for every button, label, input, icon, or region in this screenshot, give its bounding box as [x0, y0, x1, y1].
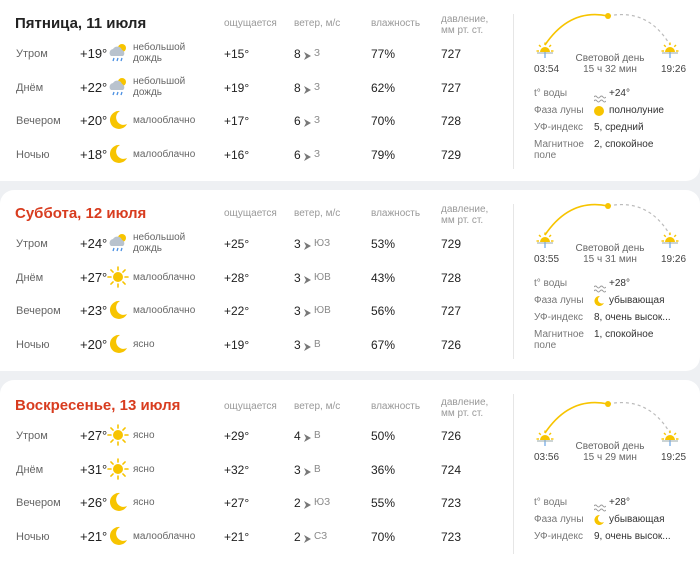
col-header-humidity: влажность	[371, 401, 421, 412]
day-part-label: Вечером	[16, 115, 61, 127]
daylight-label: Световой день	[575, 243, 645, 254]
wind-direction: ЮВ	[314, 271, 331, 283]
day-part-label: Ночью	[16, 530, 50, 543]
moon-icon	[106, 490, 130, 514]
water-temp-value: +28°	[609, 497, 630, 508]
pressure-value: 727	[441, 304, 462, 318]
pressure-value: 729	[441, 237, 462, 251]
full-moon-icon	[593, 104, 605, 122]
moon-icon	[106, 524, 130, 548]
magnetic-field-label-line2: поле	[534, 150, 557, 161]
sunset-icon	[661, 232, 679, 255]
feels-like: +21°	[224, 529, 250, 544]
wind-direction: З	[314, 148, 321, 160]
wind-arrow-icon	[303, 272, 312, 282]
condition-text	[133, 76, 185, 98]
temperature: +31°	[80, 461, 108, 477]
col-header-pressure-line1: давление,	[441, 397, 489, 408]
wind-direction: З	[314, 81, 321, 93]
day-card	[0, 0, 700, 181]
condition-line1: малооблачно	[133, 530, 196, 542]
uv-index-value: 5, средний	[594, 122, 644, 133]
wind-speed: 6	[294, 147, 301, 162]
feels-like: +17°	[224, 114, 250, 128]
sun-icon	[106, 265, 130, 289]
sunrise-time: 03:54	[534, 64, 560, 75]
moon-phase-value: убывающая	[609, 295, 665, 306]
temperature: +18°	[80, 146, 108, 162]
wind-direction: В	[314, 463, 321, 475]
sunset-icon	[661, 42, 679, 65]
forecast-row	[0, 456, 505, 486]
moon-phase-value: убывающая	[609, 514, 665, 525]
pressure-value: 726	[441, 337, 462, 352]
wind-arrow-icon	[303, 149, 312, 159]
forecast-row	[0, 489, 505, 519]
wind-arrow-icon	[303, 464, 312, 474]
col-header-pressure-line1: давление,	[441, 14, 489, 25]
temperature: +22°	[80, 79, 108, 95]
wind-arrow-icon	[303, 497, 312, 507]
magnetic-field-value: 2, спокойное	[594, 139, 654, 150]
wind-direction: СЗ	[314, 530, 328, 542]
moon-phase-label: Фаза луны	[534, 514, 584, 525]
uv-index-value: 9, очень высок...	[594, 531, 671, 542]
daylight-block	[570, 441, 650, 463]
day-title: Воскресенье, 13 июля	[15, 397, 181, 414]
condition-line1: малооблачно	[133, 115, 196, 126]
day-part-label: Утром	[16, 48, 48, 60]
wind-arrow-icon	[303, 531, 312, 541]
feels-like: +28°	[224, 270, 250, 285]
col-header-pressure	[441, 14, 488, 36]
pressure-value: 728	[441, 114, 462, 128]
temperature: +20°	[80, 336, 108, 352]
condition-text	[133, 305, 195, 316]
moon-phase-value: полнолуние	[609, 105, 664, 116]
daylight-length: 15 ч 29 мин	[583, 452, 637, 463]
condition-line2: дождь	[133, 243, 163, 254]
daylight-label: Световой день	[575, 53, 645, 64]
panel-divider	[513, 394, 514, 554]
condition-line1: ясно	[133, 497, 155, 508]
humidity-value: 62%	[371, 80, 396, 95]
sun-icon	[106, 423, 130, 447]
day-part-label: Вечером	[16, 497, 61, 509]
wind-speed: 6	[294, 114, 301, 128]
condition-line1: малооблачно	[133, 271, 196, 283]
wind-speed: 3	[294, 237, 301, 251]
pressure-value: 728	[441, 270, 462, 285]
condition-text	[133, 42, 185, 64]
condition-text	[133, 272, 195, 283]
col-header-pressure	[441, 204, 488, 226]
day-title: Суббота, 12 июля	[15, 205, 147, 222]
wind-speed: 8	[294, 80, 301, 95]
temperature: +26°	[80, 495, 108, 510]
pressure-value: 723	[441, 496, 462, 510]
water-temp-value: +24°	[609, 88, 630, 99]
temperature: +27°	[80, 269, 108, 285]
wind-speed: 2	[294, 529, 301, 544]
col-header-pressure-line2: мм рт. ст.	[441, 408, 484, 419]
magnetic-field-label-line2: поле	[534, 340, 557, 351]
sunrise-icon	[536, 430, 554, 453]
condition-line2: дождь	[133, 53, 163, 64]
pressure-value: 729	[441, 147, 462, 162]
moon-icon	[106, 142, 130, 166]
water-waves-icon	[594, 499, 606, 507]
water-waves-icon	[594, 90, 606, 98]
humidity-value: 50%	[371, 429, 396, 443]
uv-index-value: 8, очень высок...	[594, 312, 671, 323]
humidity-value: 79%	[371, 147, 396, 162]
temperature: +21°	[80, 528, 108, 544]
water-temp-label: t° воды	[534, 88, 568, 99]
astro-panel	[520, 190, 700, 371]
wind-speed: 3	[294, 462, 301, 477]
day-card	[0, 380, 700, 565]
forecast-row	[0, 107, 505, 137]
day-part-label: Днём	[16, 271, 44, 284]
temperature: +27°	[80, 428, 108, 443]
wind-arrow-icon	[303, 430, 312, 440]
temperature: +24°	[80, 236, 108, 251]
uv-index-label: УФ-индекс	[534, 122, 583, 133]
wind-direction: З	[314, 48, 321, 59]
col-header-pressure-line2: мм рт. ст.	[441, 215, 484, 226]
temperature: +23°	[80, 303, 108, 318]
day-part-label: Ночью	[16, 338, 50, 351]
cloud-rain-icon	[106, 231, 130, 255]
sunset-time: 19:25	[661, 452, 687, 463]
wind-speed: 2	[294, 496, 301, 510]
forecast-row	[0, 264, 505, 294]
wind-direction: ЮЗ	[314, 238, 331, 249]
feels-like: +22°	[224, 304, 250, 318]
condition-text	[133, 531, 195, 542]
moon-icon	[106, 332, 130, 356]
moon-phase-label: Фаза луны	[534, 295, 584, 306]
water-temp-label: t° воды	[534, 497, 568, 508]
condition-text	[133, 232, 185, 254]
col-header-feels: ощущается	[224, 208, 277, 219]
daylight-length: 15 ч 31 мин	[583, 254, 637, 265]
astro-panel	[520, 0, 700, 181]
condition-line1: малооблачно	[133, 148, 196, 160]
feels-like: +15°	[224, 47, 250, 61]
condition-text	[133, 115, 195, 126]
magnetic-field-label-line1: Магнитное	[534, 139, 584, 150]
pressure-value: 723	[441, 529, 462, 544]
day-part-label: Утром	[16, 430, 48, 442]
sunrise-time: 03:56	[534, 452, 560, 463]
feels-like: +19°	[224, 337, 250, 352]
col-header-pressure	[441, 397, 488, 419]
uv-index-label: УФ-индекс	[534, 531, 583, 542]
wind-direction: В	[314, 338, 321, 350]
sunrise-icon	[536, 42, 554, 65]
condition-text	[133, 339, 155, 350]
day-title: Пятница, 11 июля	[15, 15, 147, 32]
temperature: +20°	[80, 113, 108, 128]
wind-direction: ЮВ	[314, 305, 331, 316]
condition-line1: ясно	[133, 430, 155, 441]
humidity-value: 55%	[371, 496, 396, 510]
feels-like: +29°	[224, 429, 250, 443]
waning-moon-icon	[593, 513, 605, 531]
condition-line1: небольшой	[133, 42, 186, 53]
condition-text	[133, 497, 155, 508]
magnetic-field-value: 1, спокойное	[594, 329, 654, 340]
day-part-label: Днём	[16, 81, 44, 94]
day-part-label: Вечером	[16, 305, 61, 317]
wind-direction: В	[314, 430, 321, 441]
feels-like: +19°	[224, 80, 250, 95]
humidity-value: 36%	[371, 462, 396, 477]
col-header-wind: ветер, м/с	[294, 208, 341, 219]
wind-speed: 3	[294, 304, 301, 318]
sunrise-time: 03:55	[534, 254, 560, 265]
daylight-block	[570, 243, 650, 265]
pressure-value: 724	[441, 462, 462, 477]
wind-arrow-icon	[303, 238, 312, 248]
astro-panel	[520, 380, 700, 561]
forecast-row	[0, 331, 505, 361]
condition-line1: малооблачно	[133, 305, 196, 316]
wind-speed: 3	[294, 337, 301, 352]
condition-text	[133, 430, 155, 441]
pressure-value: 727	[441, 47, 462, 61]
condition-line1: ясно	[133, 338, 155, 350]
water-temp-value: +28°	[609, 278, 630, 289]
col-header-wind: ветер, м/с	[294, 18, 341, 29]
humidity-value: 67%	[371, 337, 396, 352]
water-waves-icon	[594, 280, 606, 288]
day-card	[0, 190, 700, 371]
condition-text	[133, 149, 195, 160]
col-header-feels: ощущается	[224, 401, 277, 412]
panel-divider	[513, 14, 514, 169]
col-header-feels: ощущается	[224, 18, 277, 29]
pressure-value: 727	[441, 80, 462, 95]
day-part-label: Ночью	[16, 148, 50, 161]
uv-index-label: УФ-индекс	[534, 312, 583, 323]
forecast-row	[0, 141, 505, 171]
forecast-row	[0, 297, 505, 327]
sunset-time: 19:26	[661, 64, 687, 75]
wind-arrow-icon	[303, 115, 312, 125]
col-header-pressure-line2: мм рт. ст.	[441, 25, 484, 36]
wind-speed: 4	[294, 429, 301, 443]
wind-speed: 3	[294, 270, 301, 285]
wind-arrow-icon	[303, 82, 312, 92]
moon-phase-label: Фаза луны	[534, 105, 584, 116]
daylight-length: 15 ч 32 мин	[583, 64, 637, 75]
daylight-block	[570, 53, 650, 75]
feels-like: +32°	[224, 462, 250, 477]
water-temp-label: t° воды	[534, 278, 568, 289]
forecast-row	[0, 74, 505, 104]
humidity-value: 77%	[371, 47, 396, 61]
condition-line2: дождь	[133, 86, 163, 98]
col-header-humidity: влажность	[371, 18, 421, 29]
wind-direction: ЮЗ	[314, 497, 331, 508]
col-header-pressure-line1: давление,	[441, 204, 489, 215]
cloud-rain-icon	[106, 41, 130, 65]
cloud-rain-icon	[106, 75, 130, 99]
humidity-value: 70%	[371, 529, 396, 544]
forecast-row	[0, 523, 505, 553]
magnetic-field-label	[534, 329, 584, 351]
magnetic-field-label	[534, 139, 584, 161]
feels-like: +27°	[224, 496, 250, 510]
humidity-value: 53%	[371, 237, 396, 251]
wind-direction: З	[314, 115, 321, 126]
condition-line1: ясно	[133, 463, 155, 475]
col-header-wind: ветер, м/с	[294, 401, 341, 412]
moon-icon	[106, 298, 130, 322]
forecast-row	[0, 230, 505, 260]
wind-speed: 8	[294, 47, 301, 61]
feels-like: +16°	[224, 147, 250, 162]
wind-arrow-icon	[303, 339, 312, 349]
moon-icon	[106, 108, 130, 132]
panel-divider	[513, 204, 514, 359]
sun-icon	[106, 457, 130, 481]
sunset-time: 19:26	[661, 254, 687, 265]
forecast-row	[0, 422, 505, 452]
temperature: +19°	[80, 46, 108, 61]
humidity-value: 70%	[371, 114, 396, 128]
condition-line1: небольшой	[133, 232, 186, 243]
forecast-row	[0, 40, 505, 70]
humidity-value: 56%	[371, 304, 396, 318]
humidity-value: 43%	[371, 270, 396, 285]
day-part-label: Днём	[16, 463, 44, 476]
day-part-label: Утром	[16, 238, 48, 250]
feels-like: +25°	[224, 237, 250, 251]
magnetic-field-label-line1: Магнитное	[534, 329, 584, 340]
condition-text	[133, 464, 155, 475]
waning-moon-icon	[593, 294, 605, 312]
pressure-value: 726	[441, 429, 462, 443]
sunset-icon	[661, 430, 679, 453]
sunrise-icon	[536, 232, 554, 255]
wind-arrow-icon	[303, 305, 312, 315]
condition-line1: небольшой	[133, 75, 186, 87]
wind-arrow-icon	[303, 48, 312, 58]
col-header-humidity: влажность	[371, 208, 421, 219]
daylight-label: Световой день	[575, 441, 645, 452]
